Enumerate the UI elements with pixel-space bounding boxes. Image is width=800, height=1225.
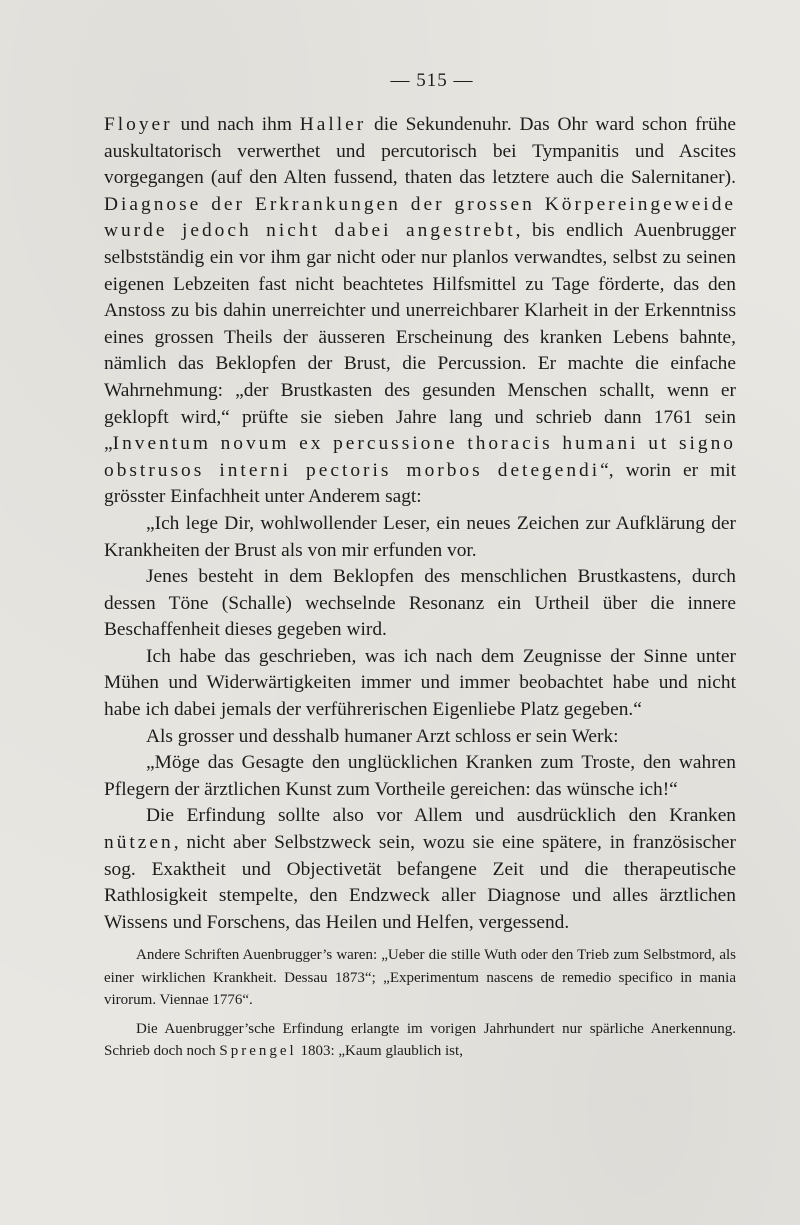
body-paragraph bbox=[104, 112, 736, 511]
spaced-emphasis-text: Sprengel bbox=[219, 1043, 297, 1060]
book-page bbox=[104, 70, 736, 1063]
text-segment: „Ich lege Dir, wohlwollender Leser, ein neues Zeichen zur Aufklärung der Krankheiten der Brust als von mir erfunden vor. bbox=[104, 512, 736, 561]
text-segment: und nach ihm bbox=[172, 114, 300, 135]
text-segment: “, worin er mit grösster Einfachheit unter Anderem sagt: bbox=[104, 459, 736, 508]
body-paragraph bbox=[104, 564, 736, 644]
body-paragraph bbox=[104, 644, 736, 724]
body-paragraph bbox=[104, 724, 736, 751]
text-segment: „Möge das Gesagte den unglücklichen Kranken zum Troste, den wahren Pflegern der ärztlichen Kunst zum Vortheile gereichen: das wünsche ich!“ bbox=[104, 752, 736, 800]
footnote-paragraph bbox=[104, 1018, 736, 1063]
footnotes bbox=[104, 944, 736, 1063]
spaced-emphasis-text: Haller bbox=[299, 114, 367, 135]
main-text bbox=[104, 112, 736, 936]
body-paragraph bbox=[104, 803, 736, 936]
body-paragraph bbox=[104, 511, 736, 564]
text-segment: , bis endlich Auenbrugger selbstständig ein vor ihm gar nicht oder nur planlos verwandtes, selbst zu seinen eigenen Lebzeiten fast nicht beachtetes Hilfsmittel zu Tage förderte, das den Anstoss zu bis dahin unerreichter und unerreichbarer Klarheit in der Erkenntniss eines grossen Theils der äusseren Erscheinung des kranken Lebens bahnte, nämlich das Beklopfen der Brust, die Percussion. Er machte die einfache Wahrnehmung: „der Brustkasten des gesunden Menschen schallt, wenn er geklopft wird,“ prüfte sie sieben Jahre lang und schrieb dann 1761 sein „ bbox=[104, 220, 737, 455]
spaced-emphasis-text: Diagnose der Erkrankungen der grossen Körpereingeweide wurde jedoch nicht dabei angestrebt bbox=[104, 193, 736, 242]
text-segment: 1803: „Kaum glaublich ist, bbox=[296, 1043, 463, 1060]
text-segment: Andere Schriften Auenbrugger’s waren: „Ueber die stille Wuth oder den Trieb zum Selbstmord, als einer wirklichen Krankheit. Dessau 1873“; „Experimentum nascens de remedio specifico in mania virorum. Viennae 1776“. bbox=[104, 947, 736, 1009]
text-segment: , nicht aber Selbstzweck sein, wozu sie eine spätere, in französischer sog. Exaktheit und Objectivetät befangene Zeit und die therapeutische Rathlosigkeit stempelte, den Endzweck aller Diagnose und alles ärztlichen Wissens und Forschens, das Heilen und Helfen, vergessend. bbox=[104, 832, 736, 933]
text-segment: Die Auenbrugger’sche Erfindung erlangte im vorigen Jahrhundert nur spärliche Anerkennung. Schrieb doch noch bbox=[104, 1020, 736, 1060]
footnote-paragraph bbox=[104, 944, 736, 1012]
text-segment: Ich habe das geschrieben, was ich nach dem Zeugnisse der Sinne unter Mühen und Widerwärtigkeiten immer und immer beobachtet habe und nicht habe ich dabei jemals der verführerischen Eigenliebe Platz gegeben.“ bbox=[104, 645, 736, 721]
text-segment: Jenes besteht in dem Beklopfen des menschlichen Brustkastens, durch dessen Töne (Schalle) wechselnde Resonanz ein Urtheil über die innere Beschaffenheit dieses gegeben wird. bbox=[104, 566, 736, 641]
spaced-emphasis-text: Floyer bbox=[104, 114, 173, 135]
text-segment: Als grosser und desshalb humaner Arzt schloss er sein Werk: bbox=[146, 725, 619, 747]
spaced-emphasis-text: Inventum novum ex percussione thoracis humani ut signo obstrusos interni pectoris morbos detegendi bbox=[104, 433, 736, 481]
text-segment: die Sekundenuhr. Das Ohr ward schon frühe auskultatorisch verwerthet und percutorisch bei Tympanitis und Ascites vorgegangen (auf den Alten fussend, thaten das letztere auch die Salernitaner). bbox=[104, 114, 736, 189]
text-segment: Die Erfindung sollte also vor Allem und ausdrücklich den Kranken bbox=[146, 805, 736, 827]
spaced-emphasis-text: nützen bbox=[104, 832, 174, 854]
page-number: — 515 — bbox=[390, 70, 474, 91]
body-paragraph bbox=[104, 750, 736, 803]
